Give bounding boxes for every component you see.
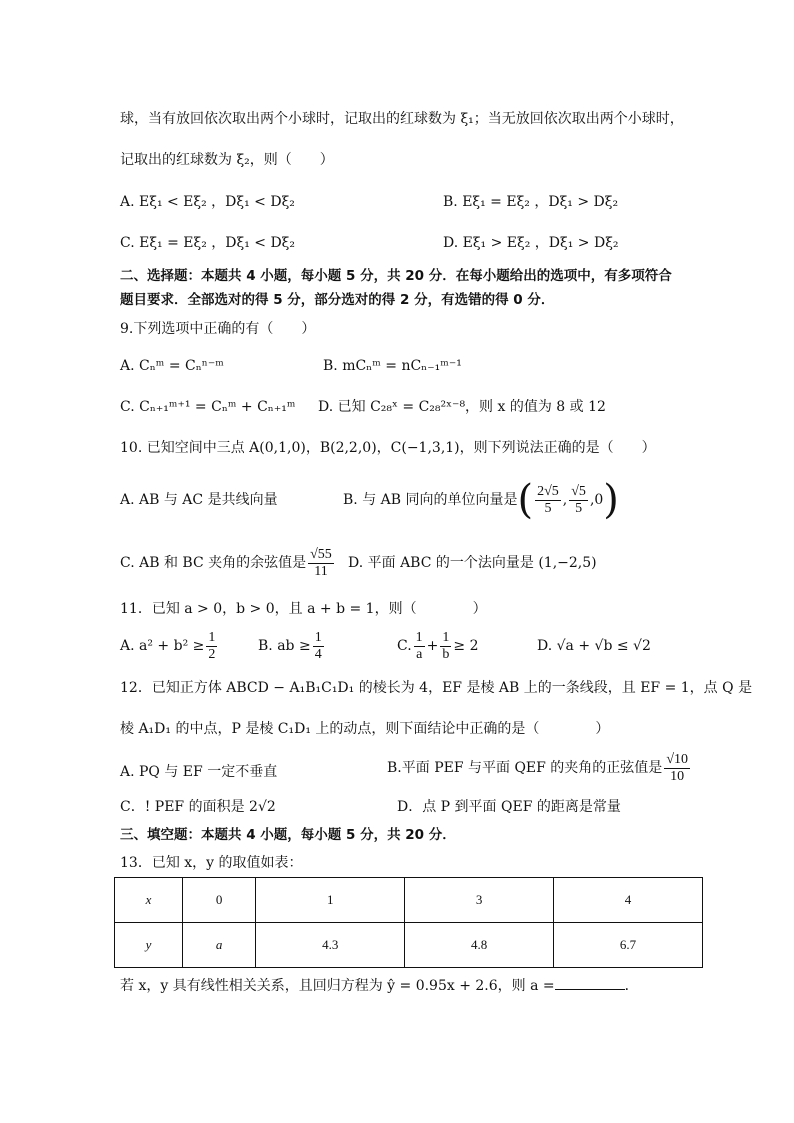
denominator: 5 <box>544 500 552 516</box>
denominator: a <box>416 646 423 662</box>
denominator: b <box>442 646 450 662</box>
q10-option-d: D. 平面 ABC 的一个法向量是 (1,−2,5) <box>348 555 597 571</box>
denominator: 4 <box>314 646 322 662</box>
q13-value-table <box>114 877 703 968</box>
q10-option-c <box>120 543 336 583</box>
table-cell: y <box>115 923 183 968</box>
q10-stem: 10. 已知空间中三点 A(0,1,0)，B(2,2,0)，C(−1,3,1)，则下列说法正确的是（ ） <box>120 440 656 456</box>
q10-option-a: A. AB 与 AC 是共线向量 <box>120 492 278 508</box>
table-cell: 3 <box>405 878 554 923</box>
q8-line1: 球，当有放回依次取出两个小球时，记取出的红球数为 ξ₁；当无放回依次取出两个小球时， <box>120 111 684 127</box>
q8-option-b: B. Eξ₁ = Eξ₂ ，Dξ₁ > Dξ₂ <box>443 194 619 210</box>
q8-option-a: A. Eξ₁ < Eξ₂ ，Dξ₁ < Dξ₂ <box>120 194 295 210</box>
fraction <box>440 630 451 662</box>
section2-heading-line1: 二、选择题：本题共 4 小题，每小题 5 分，共 20 分．在每小题给出的选项中，有多项符合 <box>120 268 672 284</box>
fraction <box>569 484 588 516</box>
fraction <box>664 752 690 784</box>
q11-option-c-prefix: C. <box>397 638 412 654</box>
q9-option-a: A. Cₙᵐ = Cₙⁿ⁻ᵐ <box>120 358 224 374</box>
table-cell: 0 <box>182 878 255 923</box>
q12-line1: 12．已知正方体 ABCD − A₁B₁C₁D₁ 的棱长为 4，EF 是棱 AB 上的一条线段，且 EF = 1，点 Q 是 <box>120 680 753 696</box>
numerator: √55 <box>310 547 332 563</box>
q9-option-c: C. Cₙ₊₁ᵐ⁺¹ = Cₙᵐ + Cₙ₊₁ᵐ <box>120 399 296 415</box>
denominator: 5 <box>575 500 583 516</box>
q9-option-b: B. mCₙᵐ = nCₙ₋₁ᵐ⁻¹ <box>323 358 462 374</box>
q12-option-c: C．! PEF 的面积是 2√2 <box>120 799 276 815</box>
fraction <box>206 630 217 662</box>
left-paren: ( <box>517 477 534 523</box>
table-cell: x <box>115 878 183 923</box>
numerator: 1 <box>208 630 216 646</box>
table-cell: 4.3 <box>256 923 405 968</box>
numerator: √10 <box>666 752 688 768</box>
table-cell: 6.7 <box>554 923 703 968</box>
numerator: 2√5 <box>537 484 559 500</box>
section2-heading-line2: 题目要求．全部选对的得 5 分，部分选对的得 2 分，有选错的得 0 分． <box>120 292 555 308</box>
q9-option-d: D. 已知 C₂₈ˣ = C₂₈²ˣ⁻⁸，则 x 的值为 8 或 12 <box>318 399 606 415</box>
numerator: 1 <box>314 630 322 646</box>
table-row <box>115 878 703 923</box>
q13-stem: 13．已知 x，y 的取值如表： <box>120 855 303 871</box>
fraction <box>313 630 324 662</box>
answer-blank[interactable] <box>555 977 625 990</box>
q12-option-b-prefix: B.平面 PEF 与平面 QEF 的夹角的正弦值是 <box>387 760 663 776</box>
table-cell: 4 <box>554 878 703 923</box>
q11-option-b-prefix: B. ab ≥ <box>258 638 311 654</box>
q12-option-b <box>387 750 692 786</box>
q10-option-c-prefix: C. AB 和 BC 夹角的余弦值是 <box>120 555 307 571</box>
q11-option-a <box>120 628 219 664</box>
q11-option-c-tail: ≥ 2 <box>453 638 479 654</box>
q8-option-c: C. Eξ₁ = Eξ₂ ，Dξ₁ < Dξ₂ <box>120 235 296 251</box>
q13-tail <box>120 977 639 993</box>
q11-option-b <box>258 628 326 664</box>
table-row <box>115 923 703 968</box>
fraction <box>414 630 425 662</box>
q9-stem: 9.下列选项中正确的有（ ） <box>120 321 316 337</box>
q10-option-b: B. 与 AB 同向的单位向量是( $\frac{2√5}{5}$ , $\frac{√5}{5}$ ,0) <box>343 477 619 523</box>
numerator: √5 <box>571 484 586 500</box>
q8-option-d: D. Eξ₁ > Eξ₂ ，Dξ₁ > Dξ₂ <box>443 235 619 251</box>
fraction <box>535 484 561 516</box>
q12-line2: 棱 A₁D₁ 的中点，P 是棱 C₁D₁ 上的动点，则下面结论中正确的是（ ） <box>120 721 610 737</box>
denominator: 10 <box>670 768 685 784</box>
q11-stem: 11．已知 a > 0，b > 0，且 a + b = 1，则（ ） <box>120 601 487 617</box>
q11-option-d: D. √a + √b ≤ √2 <box>537 638 651 654</box>
q8-line2: 记取出的红球数为 ξ₂，则（ ） <box>120 152 334 168</box>
fraction <box>308 547 334 579</box>
q10-option-b-tail: ,0 <box>589 492 604 508</box>
q10-option-b-prefix: B. 与 AB 同向的单位向量是 <box>343 492 518 508</box>
numerator: 1 <box>415 630 423 646</box>
q12-option-d: D．点 P 到平面 QEF 的距离是常量 <box>397 799 621 815</box>
table-cell: a <box>182 923 255 968</box>
denominator: 11 <box>314 563 328 579</box>
q13-tail-end: ． <box>624 978 639 994</box>
q12-option-a: A. PQ 与 EF 一定不垂直 <box>120 764 278 780</box>
right-paren: ) <box>603 477 619 523</box>
q13-tail-text: 若 x，y 具有线性相关关系，且回归方程为 ŷ = 0.95x + 2.6，则 a = <box>120 978 555 994</box>
table-cell: 1 <box>256 878 405 923</box>
q11-option-c: C. $\frac{1}{a}$ + $\frac{1}{b}$ ≥ 2 <box>397 630 479 662</box>
denominator: 2 <box>208 646 216 662</box>
q11-option-a-prefix: A. a² + b² ≥ <box>120 638 205 654</box>
numerator: 1 <box>442 630 450 646</box>
section3-heading: 三、填空题：本题共 4 小题，每小题 5 分，共 20 分． <box>120 827 456 843</box>
table-cell: 4.8 <box>405 923 554 968</box>
